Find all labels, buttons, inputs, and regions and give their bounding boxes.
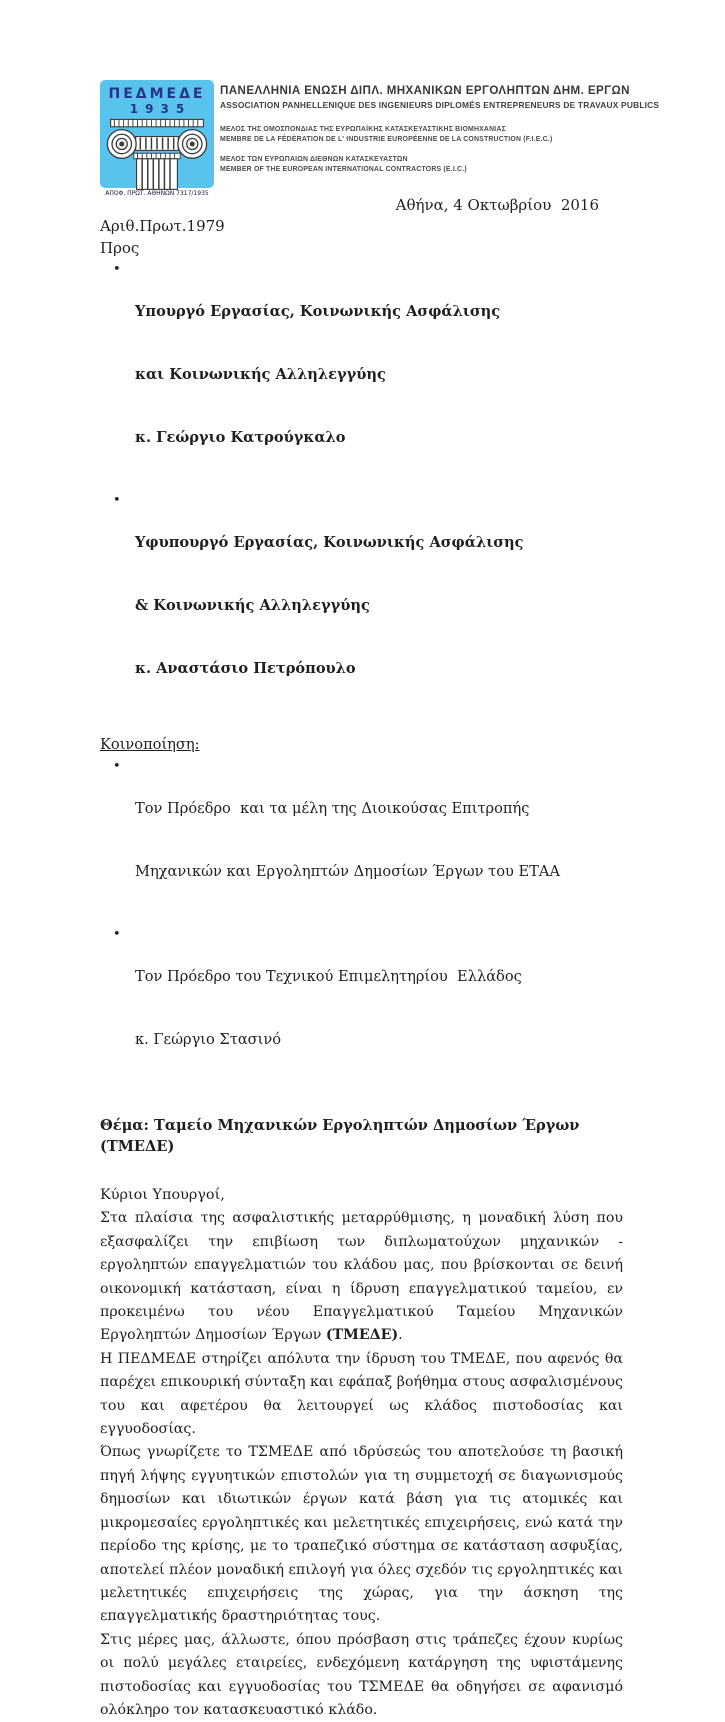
paragraph-1: [100, 1207, 623, 1347]
cc-line: κ. Γεώργιο Στασινό: [135, 1031, 282, 1048]
bullet-icon: •: [113, 927, 121, 942]
cc-list: [100, 756, 623, 1092]
pedmede-logo: [100, 80, 214, 198]
paragraph-1-period: .: [398, 1327, 403, 1344]
cc-line: Τον Πρόεδρο και τα μέλη της Διοικούσας Επιτροπής: [135, 800, 530, 817]
recipient-line: κ. Γεώργιο Κατρούγκαλο: [135, 429, 346, 446]
date-line: Αθήνα, 4 Οκτωβρίου 2016: [395, 196, 599, 214]
letterhead: [100, 80, 660, 198]
membership-fiec-french: MEMBRE DE LA FÉDÉRATION DE L' INDUSTRIE EUROPÉENNE DE LA CONSTRUCTION (F.I.E.C.): [220, 135, 553, 143]
org-title-greek: ΠΑΝΕΛΛΗΝΙΑ ΕΝΩΣΗ ΔΙΠΛ. ΜΗΧΑΝΙΚΩΝ ΕΡΓΟΛΗΠΤΩΝ ΔΗΜ. ΕΡΓΩΝ: [220, 84, 630, 97]
recipient-line: και Κοινωνικής Αλληλεγγύης: [135, 366, 386, 383]
recipient-line: & Κοινωνικής Αλληλεγγύης: [135, 597, 370, 614]
recipient-line: Υπουργό Εργασίας, Κοινωνικής Ασφάλισης: [135, 303, 501, 320]
cc-text: [135, 756, 623, 924]
membership-fiec-greek: ΜΕΛΟΣ ΤΗΣ ΟΜΟΣΠΟΝΔΙΑΣ ΤΗΣ ΕΥΡΩΠΑΪΚΗΣ ΚΑΤΑΣΚΕΥΑΣΤΙΚΗΣ ΒΙΟΜΗΧΑΝΙΑΣ: [220, 126, 506, 133]
logo-caption: ΑΠΟΦ. ΠΡΩΤ. ΑΘΗΝΩΝ 7317/1935: [105, 190, 209, 198]
bullet-icon: •: [113, 262, 121, 277]
cc-label: Κοινοποίηση:: [100, 736, 200, 753]
paragraph-1-text: Στα πλαίσια της ασφαλιστικής μεταρρύθμισης, η μοναδική λύση που εξασφαλίζει την επιβίωση των διπλωματούχων μηχανικών - εργοληπτών επαγγελματιών του κλάδου μας, που βρίσκονται σε δεινή οικονομική κατάσταση, είναι η ίδρυση επαγγελματικού ταμείου, εν προκειμένω του νέου Επαγγελματικού Ταμείου Μηχανικών Εργοληπτών Δημοσίων Έργων: [100, 1210, 623, 1344]
membership-eic-greek: ΜΕΛΟΣ ΤΩΝ ΕΥΡΩΠΑΙΩΝ ΔΙΕΘΝΩΝ ΚΑΤΑΣΚΕΥΑΣΤΩΝ: [220, 156, 408, 163]
recipient-item: [100, 259, 623, 490]
protocol-number: Αριθ.Πρωτ.1979: [100, 217, 225, 235]
cc-item: [100, 924, 623, 1092]
subject-line: Θέμα: Ταμείο Μηχανικών Εργοληπτών Δημοσίων Έργων (ΤΜΕΔΕ): [100, 1117, 585, 1155]
membership-fiec: [220, 125, 659, 144]
cc-line: Μηχανικών και Εργοληπτών Δημοσίων Έργων του ΕΤΑΑ: [135, 863, 560, 880]
to-label: Προς: [100, 239, 140, 257]
logo-year: 1935: [129, 102, 192, 116]
bullet-icon: •: [113, 759, 121, 774]
recipients-list: [100, 259, 623, 721]
cc-item: [100, 756, 623, 924]
paragraph-4: Στις μέρες μας, άλλωστε, όπου πρόσβαση στις τράπεζες έχουν κυρίως οι πολύ μεγάλες εταιρείες, ενδεχόμενη κατάργηση της υφιστάμενης πιστοδοσίας και εγγυοδοσίας του ΤΣΜΕΔΕ θα οδηγήσει σε αφανισμό ολόκληρο τον κατασκευαστικό κλάδο.: [100, 1631, 623, 1718]
membership-eic-english: MEMBER OF THE EUROPEAN INTERNATIONAL CONTRACTORS (E.I.C.): [220, 165, 467, 173]
org-title-french: ASSOCIATION PANHELLENIQUE DES INGENIEURS DIPLOMÉS ENTREPRENEURS DE TRAVAUX PUBLICS: [220, 100, 660, 110]
recipient-item: [100, 490, 623, 721]
salutation: Κύριοι Υπουργοί,: [100, 1187, 225, 1203]
paragraph-3: Όπως γνωρίζετε το ΤΣΜΕΔΕ από ιδρύσεώς του αποτελούσε τη βασική πηγή λήψης εγγυητικών επιστολών για τη συμμετοχή σε διαγωνισμούς δημοσίων και ιδιωτικών έργων κατά βάση για τις ατομικές και μικρομεσαίες εργοληπτικές και μελετητικές επιχειρήσεις, ενώ κατά την περίοδο της κρίσης, με το τραπεζικό σύστημα σε κατάσταση ασφυξίας, αποτελεί πλέον μοναδική επιλογή για όλες σχεδόν τις εργοληπτικές και μελετητικές επιχειρήσεις της χώρας, για την άσκηση της επαγγελματικής δραστηριότητας τους.: [100, 1444, 623, 1625]
recipient-text: [135, 490, 623, 721]
letterhead-text: [214, 80, 659, 174]
logo-name: ΠΕΔΜΕΔΕ: [108, 86, 206, 102]
recipient-line: κ. Αναστάσιο Πετρόπουλο: [135, 660, 356, 677]
cc-text: [135, 924, 623, 1092]
cc-line: Τον Πρόεδρο του Τεχνικού Επιμελητηρίου Ελλάδος: [135, 968, 522, 985]
paragraph-1-bold-tmede: (ΤΜΕΔΕ): [325, 1327, 399, 1344]
recipient-text: [135, 259, 623, 490]
bullet-icon: •: [113, 493, 121, 508]
recipient-line: Υφυπουργό Εργασίας, Κοινωνικής Ασφάλισης: [135, 534, 524, 551]
paragraph-2: Η ΠΕΔΜΕΔΕ στηρίζει απόλυτα την ίδρυση του ΤΜΕΔΕ, που αφενός θα παρέχει επικουρική σύνταξη και εφάπαξ βοήθημα στους ασφαλισμένους του και αφετέρου θα λειτουργεί ως κλάδος πιστοδοσίας και εγγυοδοσίας.: [100, 1350, 623, 1438]
ionic-column-icon: [106, 118, 208, 190]
membership-eic: [220, 155, 659, 174]
